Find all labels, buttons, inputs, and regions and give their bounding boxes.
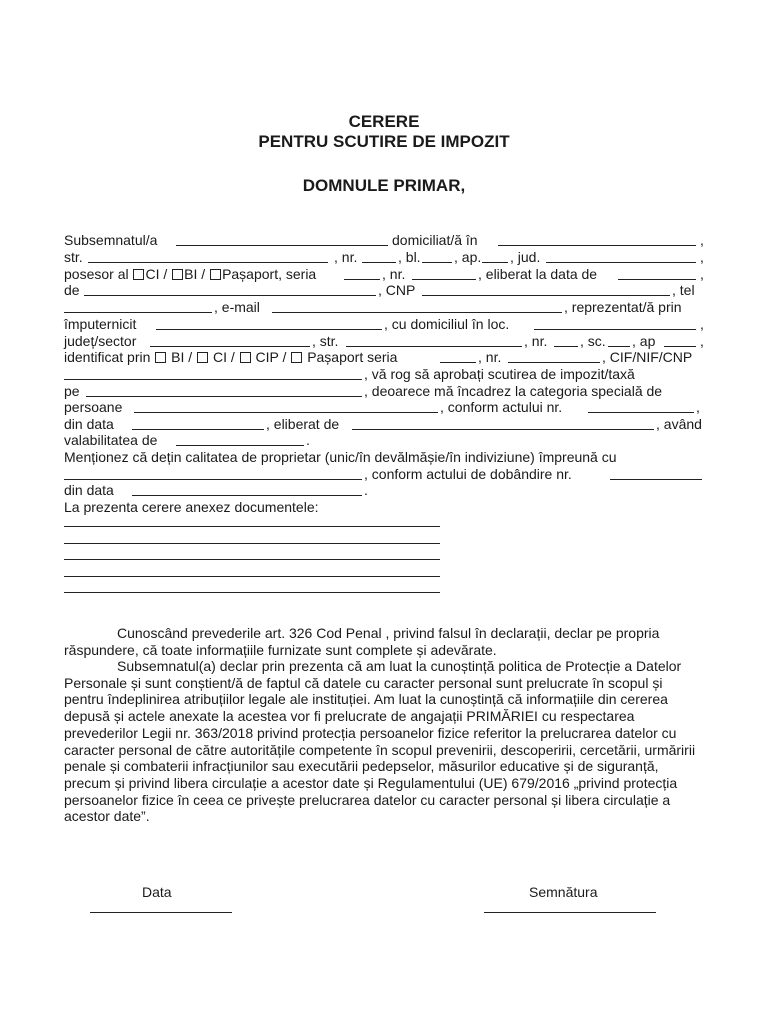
- rep-series-field[interactable]: [440, 362, 476, 363]
- label-deoarece: , deoarece mă încadrez la categoria specială de: [364, 383, 663, 399]
- representative-field[interactable]: [156, 329, 382, 330]
- label-act-dobandire: , conform actului de dobândire nr.: [364, 466, 572, 482]
- label-ap: , ap: [632, 333, 656, 349]
- label-valabilitatea: valabilitatea de: [64, 432, 158, 448]
- rep-apartment-field[interactable]: [664, 346, 696, 347]
- sep: .: [364, 482, 368, 498]
- label-judet-sector: județ/sector: [64, 333, 137, 349]
- rep-passport-checkbox[interactable]: [291, 352, 302, 363]
- label-pe: pe: [64, 383, 80, 399]
- rep-staircase-field[interactable]: [608, 346, 630, 347]
- label-mentionez: Menționez că dețin calitatea de proprietar (unic/în devălmășie/în indiviziune) împreună cu: [64, 449, 617, 465]
- rep-bi-checkbox[interactable]: [155, 352, 166, 363]
- document-subtitle: PENTRU SCUTIRE DE IMPOZIT: [258, 132, 510, 151]
- series-field[interactable]: [344, 279, 380, 280]
- sep: ,: [700, 316, 704, 332]
- rep-county-field[interactable]: [150, 346, 310, 347]
- acquisition-act-field[interactable]: [610, 479, 702, 480]
- id-type-line: [64, 266, 316, 283]
- label-ci: CI /: [212, 349, 235, 365]
- document-title: CERERE: [348, 112, 420, 131]
- number-field[interactable]: [362, 262, 396, 263]
- rep-id-type-line: [64, 349, 397, 366]
- sep: ,: [696, 399, 700, 415]
- label-reprezentat: , reprezentat/ă prin: [564, 299, 682, 315]
- label-din-data: din data: [64, 482, 114, 498]
- label-sc: , sc.: [580, 333, 606, 349]
- label-jud: , jud.: [510, 249, 541, 265]
- label-ci: CI /: [145, 266, 168, 282]
- signature-label: Semnătura: [529, 884, 598, 900]
- addressee: DOMNULE PRIMAR,: [302, 176, 466, 195]
- label-din-data: din data: [64, 416, 114, 432]
- gdpr-declaration: Subsemnatul(a) declar prin prezenta că am luat la cunoștință politica de Protecție a Datelor Personale și sunt conștient/ă de faptul că datele cu caracter personal sunt prelucrate în scopul și pentru îndeplinirea atribuțiilor legale ale instituției. Am luat la cunoștință că informațiile din cererea depusă și actele anexate la acestea vor fi prelucrate de angajații PRIMĂRIEI cu respectarea prevederilor Legii nr. 363/2018 privind protecția persoanelor fizice referitor la prelucrarea datelor cu caracter personal de către autoritățile competente în scopul prevenirii, descoperirii, cercetării, urmăririi penale și combaterii infracțiunilor sau executării pedepselor, măsurilor educative și de siguranță, precum și privind libera circulație a acestor date și Regulamentului (UE) 679/2016 „privind protecția persoanelor fizice în ceea ce privește prelucrarea datelor cu caracter personal și libera circulație a acestor date”.: [64, 658, 696, 825]
- act-issuer-field[interactable]: [352, 429, 654, 430]
- rep-street-field[interactable]: [346, 346, 522, 347]
- rep-cip-checkbox[interactable]: [240, 352, 251, 363]
- label-domiciliat: domiciliat/ă în: [392, 232, 478, 248]
- label-pasaport-seria: Pașaport seria: [307, 349, 398, 365]
- document-line-5[interactable]: [64, 592, 440, 593]
- label-cif: , CIF/NIF/CNP: [602, 349, 693, 365]
- act-number-field[interactable]: [588, 412, 694, 413]
- label-tel: , tel: [672, 282, 695, 298]
- co-owner-field[interactable]: [64, 479, 362, 480]
- label-cnp: , CNP: [378, 282, 416, 298]
- label-eliberat-de: , eliberat de: [266, 416, 340, 432]
- acquisition-date-field[interactable]: [132, 495, 362, 496]
- label-va-rog: , vă rog să aprobați scutirea de impozit/taxă: [364, 366, 635, 382]
- label-identificat: identificat prin: [64, 349, 151, 365]
- label-nr: , nr.: [524, 333, 548, 349]
- date-label: Data: [142, 884, 172, 900]
- act-date-field[interactable]: [132, 429, 264, 430]
- block-field[interactable]: [422, 262, 452, 263]
- document-line-4[interactable]: [64, 576, 440, 577]
- label-str: str.: [64, 249, 83, 265]
- label-nr: , nr.: [382, 266, 406, 282]
- apartment-field[interactable]: [482, 262, 508, 263]
- label-anexez: La prezenta cerere anexez documentele:: [64, 499, 319, 515]
- label-str: , str.: [312, 333, 339, 349]
- phone-field[interactable]: [64, 312, 212, 313]
- date-signature-field[interactable]: [90, 912, 232, 913]
- subject-field[interactable]: [86, 396, 362, 397]
- cif-field[interactable]: [64, 379, 362, 380]
- street-field[interactable]: [88, 262, 328, 263]
- document-line-1[interactable]: [64, 526, 440, 527]
- sep: .: [306, 432, 310, 448]
- label-bl: , bl.: [398, 249, 421, 265]
- issuer-field[interactable]: [84, 295, 376, 296]
- label-bi: BI /: [184, 266, 206, 282]
- rep-ci-checkbox[interactable]: [197, 352, 208, 363]
- document-line-2[interactable]: [64, 543, 440, 544]
- label-posesor: posesor al: [64, 266, 129, 282]
- rep-locality-field[interactable]: [534, 329, 696, 330]
- signature-field[interactable]: [484, 912, 656, 913]
- label-avand: , având: [656, 416, 702, 432]
- document-line-3[interactable]: [64, 559, 440, 560]
- label-pasaport-seria: Pașaport, seria: [222, 266, 317, 282]
- issue-date-field[interactable]: [618, 279, 696, 280]
- rep-number-field[interactable]: [554, 346, 578, 347]
- penal-declaration: Cunoscând prevederile art. 326 Cod Penal , privind falsul în declarații, declar pe propria răspundere, că toate informațiile furnizate sunt complete și adevărate.: [64, 625, 660, 658]
- label-persoane: persoane: [64, 399, 123, 415]
- cnp-field[interactable]: [422, 295, 670, 296]
- label-subsemnatul: Subsemnatul/a: [64, 232, 158, 248]
- label-email: , e-mail: [214, 299, 260, 315]
- validity-field[interactable]: [176, 445, 304, 446]
- label-conform-actului: , conform actului nr.: [440, 399, 563, 415]
- label-imputernicit: împuternicit: [64, 316, 137, 332]
- sep: ,: [700, 249, 704, 265]
- label-de: de: [64, 282, 80, 298]
- label-nr: , nr.: [334, 249, 358, 265]
- label-nr: , nr.: [478, 349, 502, 365]
- bi-checkbox[interactable]: [172, 269, 183, 280]
- label-bi: BI /: [171, 349, 193, 365]
- label-cip: CIP /: [255, 349, 287, 365]
- label-domiciliu-loc: , cu domiciliul în loc.: [384, 316, 510, 332]
- email-field[interactable]: [272, 312, 562, 313]
- ci-checkbox[interactable]: [133, 269, 144, 280]
- label-eliberat: , eliberat la data de: [478, 266, 598, 282]
- passport-checkbox[interactable]: [210, 269, 221, 280]
- county-field[interactable]: [546, 262, 696, 263]
- locality-field[interactable]: [498, 245, 696, 246]
- sep: ,: [700, 333, 704, 349]
- category-field[interactable]: [134, 412, 438, 413]
- sep: ,: [700, 232, 704, 248]
- name-field[interactable]: [176, 245, 388, 246]
- id-number-field[interactable]: [412, 279, 476, 280]
- sep: ,: [700, 266, 704, 282]
- rep-id-number-field[interactable]: [508, 362, 600, 363]
- label-ap: , ap.: [454, 249, 482, 265]
